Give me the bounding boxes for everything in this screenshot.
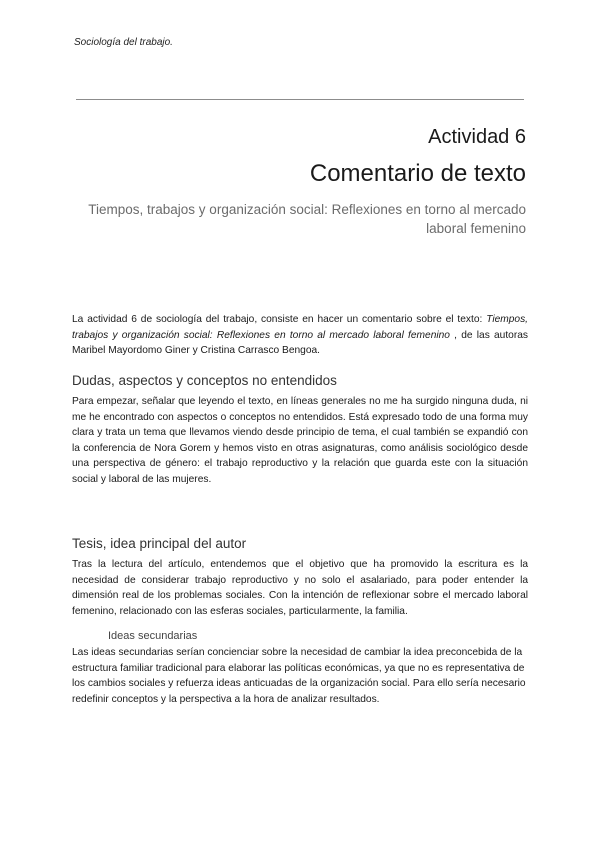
- header-divider: [76, 99, 524, 100]
- intro-paragraph: [72, 312, 528, 359]
- section-heading-ideas: Ideas secundarias: [108, 630, 198, 642]
- section-heading-dudas: Dudas, aspectos y conceptos no entendidos: [72, 373, 337, 388]
- intro-text-start: La actividad 6 de sociología del trabajo, consiste en hacer un comentario sobre el texto:: [72, 314, 487, 325]
- document-title: Comentario de texto: [309, 160, 526, 187]
- section-heading-tesis: Tesis, idea principal del autor: [72, 536, 247, 551]
- section-body-tesis: Tras la lectura del artículo, entendemos que el objetivo que ha promovido la escritura es la necesidad de considerar trabajo reproductivo y no solo el asalariado, para poder entender la dimensión real de los problemas sociales. Con la intención de reflexionar sobre el mercado laboral femenino, relacionado con las esferas sociales, particularmente, la familia.: [72, 559, 528, 617]
- section-body-ideas: Las ideas secundarias serían concienciar sobre la necesidad de cambiar la idea preconcebida de la estructura familiar tradicional para elaborar las políticas económicas, ya que no es representativa de los cambios sociales y refuerza ideas anticuadas de la organización social. Para ello sería necesario redefinir conceptos y la perspectiva a la hora de analizar resultados.: [72, 647, 526, 705]
- running-header: Sociología del trabajo.: [74, 37, 173, 48]
- document-subtitle: Tiempos, trabajos y organización social: Reflexiones en torno al mercado laboral femenino: [88, 202, 526, 236]
- intro-article-title: Tiempos, trabajos y organización social: Reflexiones en torno al mercado laboral femenino: [72, 314, 528, 341]
- section-body-dudas: Para empezar, señalar que leyendo el texto, en líneas generales no me ha surgido ninguna duda, ni me he encontrado con aspectos o conceptos no entendidos. Está expresado todo de una forma muy clara y trata un tema que llevamos viendo desde principio de tema, el cual también se expandió con la conferencia de Nora Gorem y hemos visto en otras asignaturas, como análisis sociológico desde una perspectiva de género: el trabajo reproductivo y la relación que guarda este con la situación social y laboral de las mujeres.: [72, 396, 528, 485]
- intro-text-end: , de las autoras Maribel Mayordomo Giner y Cristina Carrasco Bengoa.: [72, 329, 528, 356]
- activity-number: Actividad 6: [428, 126, 526, 148]
